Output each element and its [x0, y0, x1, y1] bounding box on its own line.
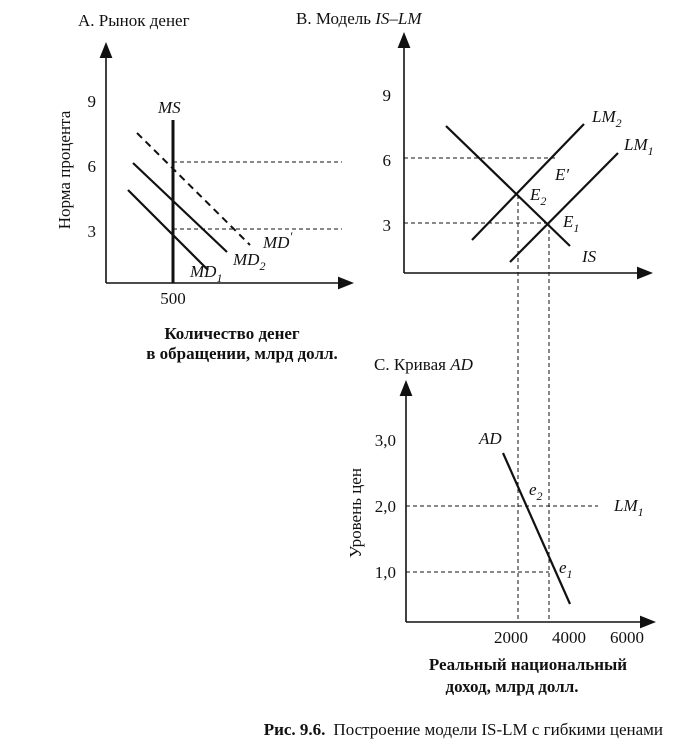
- panel-c-ytick-2: 2,0: [374, 497, 396, 516]
- figure-caption: Рис. 9.6. Построение модели IS-LM с гибкими ценами: [263, 720, 663, 739]
- panel-c-ad-curve: [346, 355, 648, 696]
- panel-b-ytick-6: 6: [382, 151, 391, 170]
- ms-label: MS: [158, 98, 181, 117]
- panel-b-is-lm: [296, 9, 654, 273]
- e2-point-label: $e_2$: [529, 480, 543, 503]
- is-curve: [446, 126, 570, 246]
- md1-label: $MD_1$: [190, 262, 223, 285]
- md-prime-label: MD′: [263, 229, 293, 252]
- lm2-label: $LM_2$: [592, 107, 622, 130]
- e1-point-label: $e_1$: [559, 558, 573, 581]
- panel-c-ytick-1: 1,0: [374, 563, 396, 582]
- panel-c-ytick-3: 3,0: [374, 431, 396, 450]
- panel-a-ytick-9: 9: [87, 92, 96, 111]
- panel-c-x-label-line1: Реальный национальный: [428, 655, 628, 674]
- panel-c-y-label: Уровень цен: [346, 468, 365, 558]
- panel-b-title: В. Модель IS–LM: [296, 9, 422, 28]
- lm1-label: $LM_1$: [624, 135, 654, 158]
- panel-a-y-label: Норма процента: [55, 110, 74, 230]
- panel-b-ytick-3: 3: [382, 216, 391, 235]
- panel-b-ytick-9: 9: [382, 86, 391, 105]
- panel-c-title: С. Кривая AD: [374, 355, 473, 374]
- e-prime-label: E′: [555, 165, 570, 184]
- e2-label: $E_2$: [530, 185, 547, 208]
- md-prime-curve: [137, 133, 250, 245]
- md2-label: $MD_2$: [233, 250, 266, 273]
- panel-c-xtick-2000: 2000: [494, 628, 528, 647]
- panel-a-x-label-line2: в обращении, млрд долл.: [146, 344, 338, 363]
- ad-label: AD: [479, 429, 502, 448]
- e1-label: $E_1$: [563, 212, 580, 235]
- panel-a-xtick-500: 500: [160, 289, 186, 308]
- panel-c-x-label-line2: доход, млрд долл.: [445, 677, 579, 696]
- panel-c-xtick-6000: 6000: [610, 628, 644, 647]
- panel-a-ytick-6: 6: [87, 157, 96, 176]
- md1-curve: [128, 190, 208, 270]
- panel-a-ytick-3: 3: [87, 222, 96, 241]
- panel-a-x-label-line1: Количество денег: [164, 324, 300, 343]
- panel-a-title: А. Рынок денег: [78, 11, 190, 30]
- panel-a-money-market: [55, 11, 346, 363]
- panel-c-xtick-4000: 4000: [552, 628, 586, 647]
- is-label: IS: [582, 247, 597, 266]
- panel-c-lm1-label: $LM_1$: [614, 496, 644, 519]
- ad-curve: [503, 453, 570, 604]
